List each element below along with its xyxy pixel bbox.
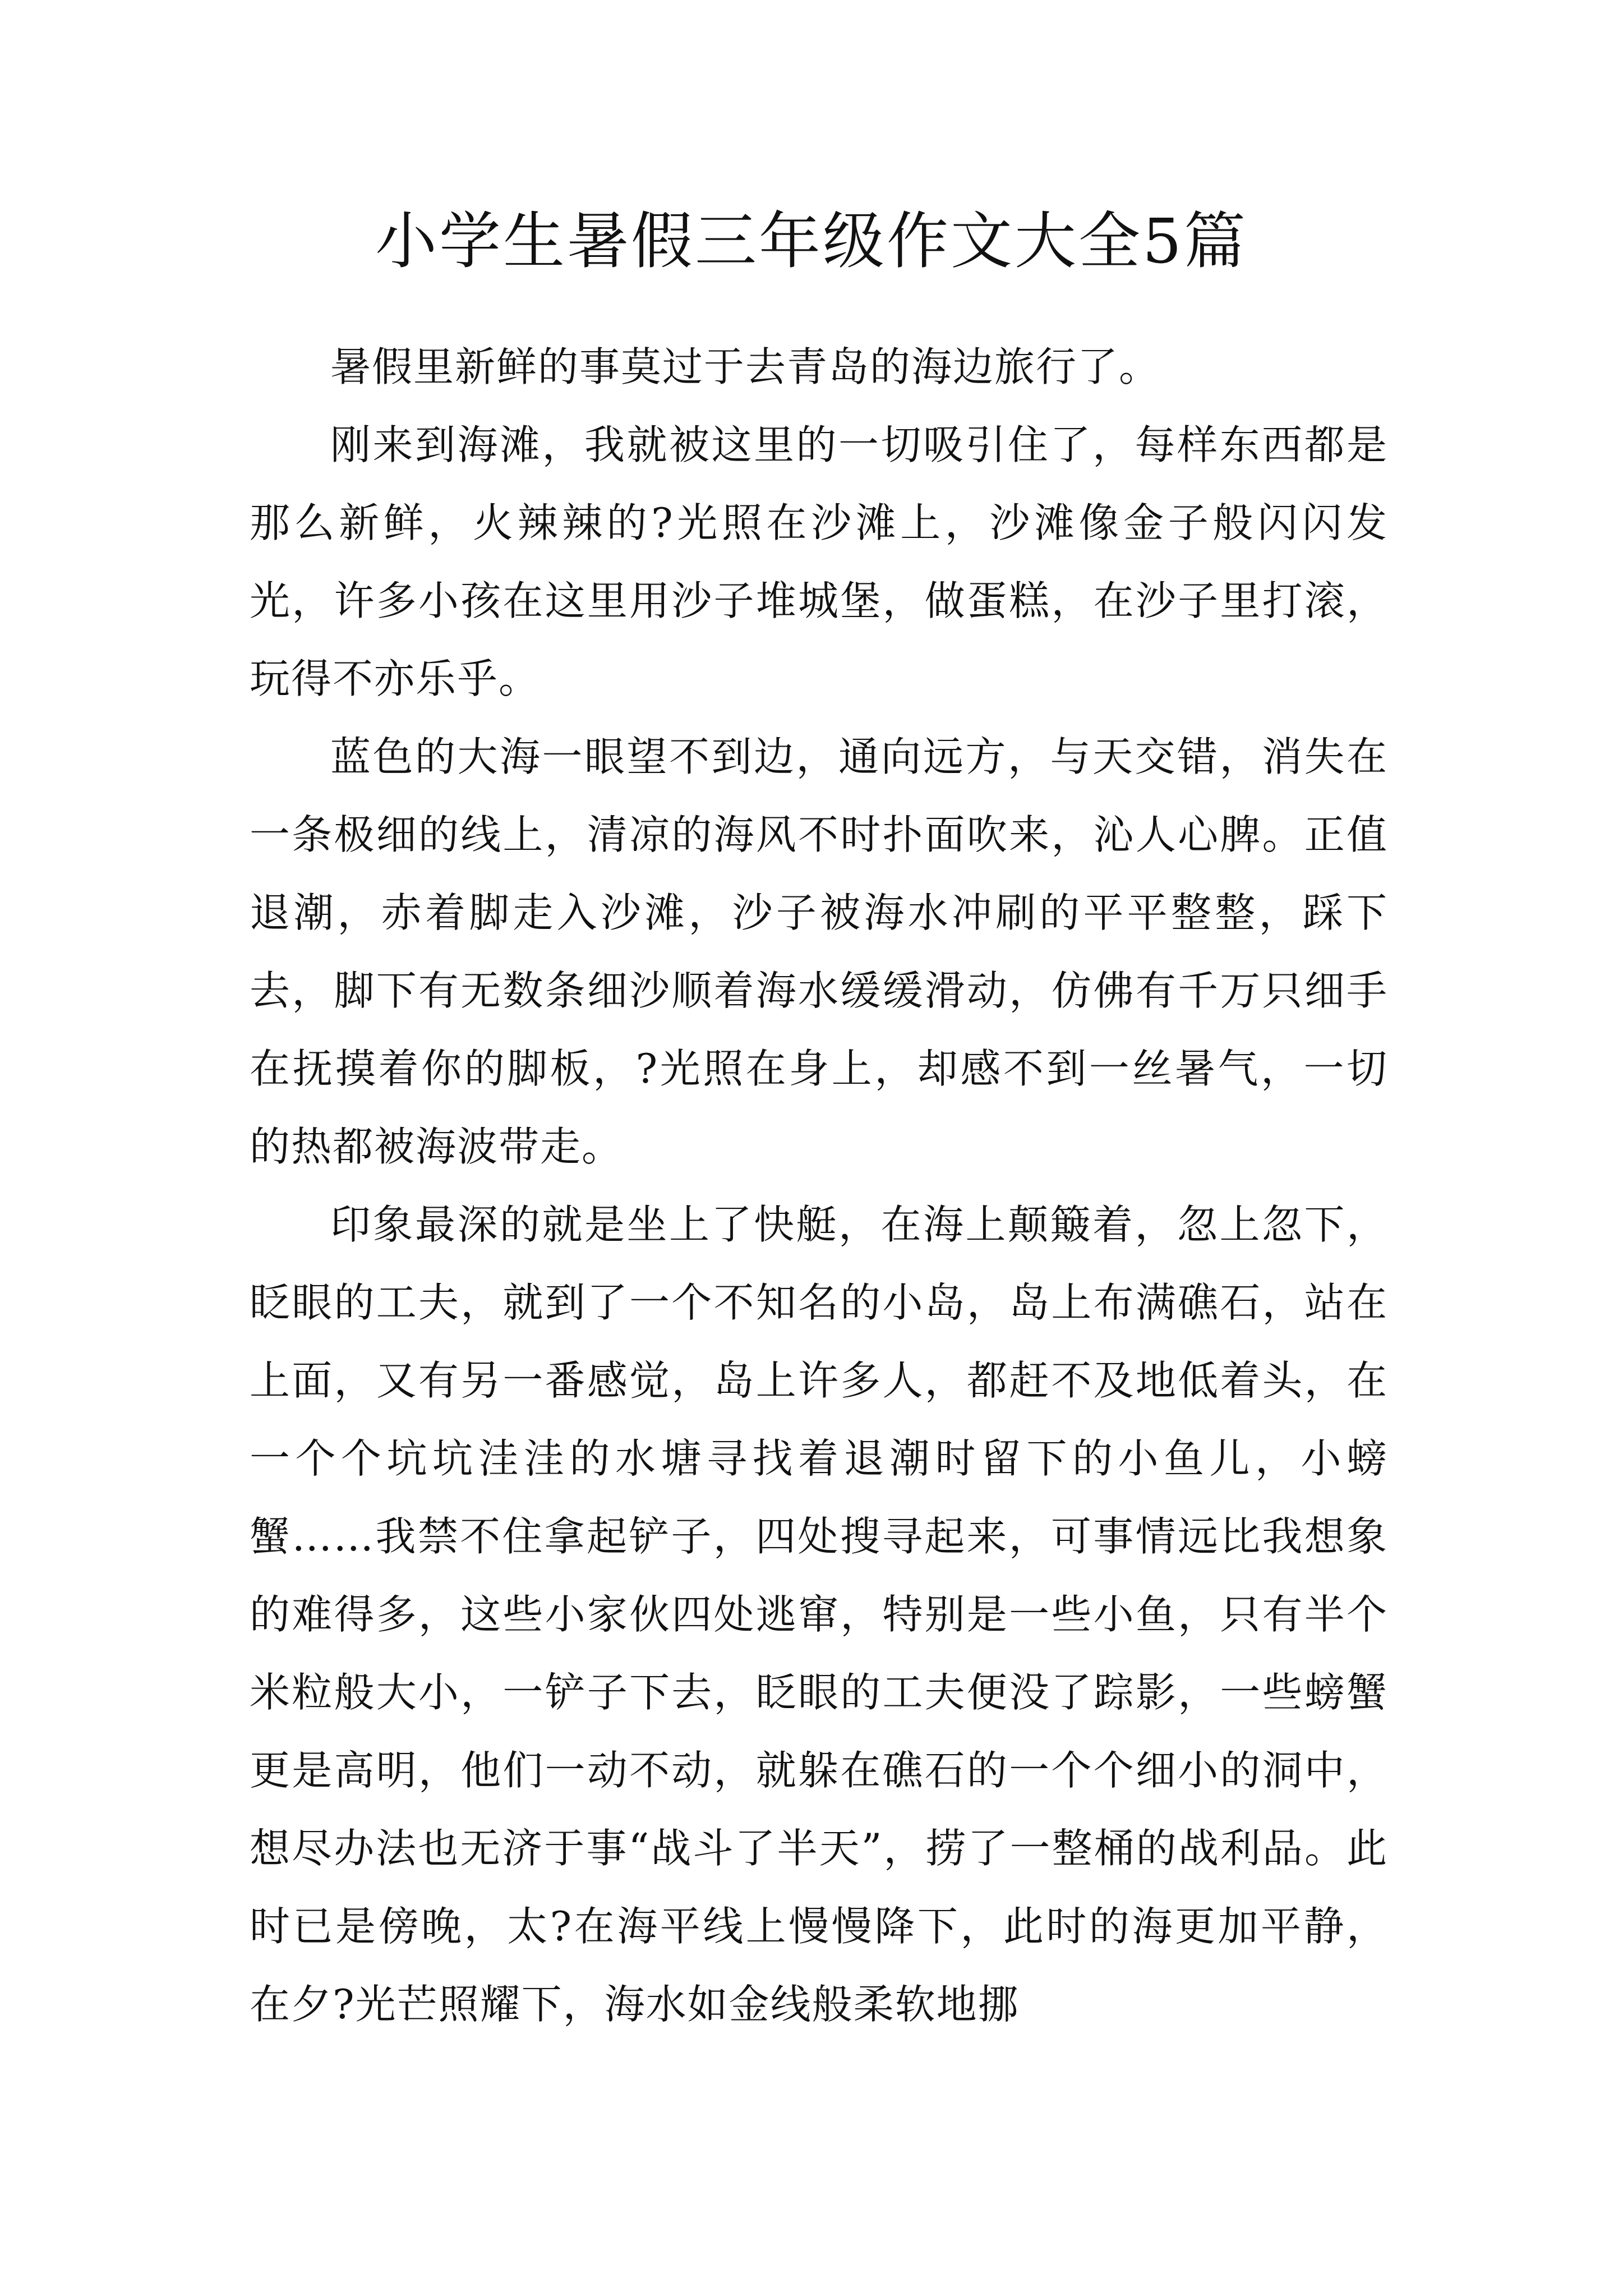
essay-body <box>250 328 1388 2044</box>
paragraph-3: 蓝色的大海一眼望不到边，通向远方，与天交错，消失在一条极细的线上，清凉的海风不时扑面吹来，沁人心脾。正值退潮，赤着脚走入沙滩，沙子被海水冲刷的平平整整，踩下去，脚下有无数条细沙顺着海水缓缓滑动，仿佛有千万只细手在抚摸着你的脚板，?光照在身上，却感不到一丝暑气，一切的热都被海波带走。 <box>250 733 1388 1170</box>
paragraph-4: 印象最深的就是坐上了快艇，在海上颠簸着，忽上忽下，眨眼的工夫，就到了一个不知名的小岛，岛上布满礁石，站在上面，又有另一番感觉，岛上许多人，都赶不及地低着头，在一个个坑坑洼洼的水塘寻找着退潮时留下的小鱼儿，小螃蟹……我禁不住拿起铲子，四处搜寻起来，可事情远比我想象的难得多，这些小家伙四处逃窜，特别是一些小鱼，只有半个米粒般大小，一铲子下去，眨眼的工夫便没了踪影，一些螃蟹更是高明，他们一动不动，就躲在礁石的一个个细小的洞中，想尽办法也无济于事“战斗了半天”，捞了一整桶的战利品。此时已是傍晚，太?在海平线上慢慢降下，此时的海更加平静，在夕?光芒照耀下，海水如金线般柔软地挪 <box>250 1201 1388 2028</box>
paragraph-2: 刚来到海滩，我就被这里的一切吸引住了，每样东西都是那么新鲜，火辣辣的?光照在沙滩上，沙滩像金子般闪闪发光，许多小孩在这里用沙子堆城堡，做蛋糕，在沙子里打滚，玩得不亦乐乎。 <box>250 421 1388 702</box>
page-title: 小学生暑假三年级作文大全5篇 <box>375 205 1248 277</box>
paragraph-1: 暑假里新鲜的事莫过于去青岛的海边旅行了。 <box>330 343 1161 390</box>
